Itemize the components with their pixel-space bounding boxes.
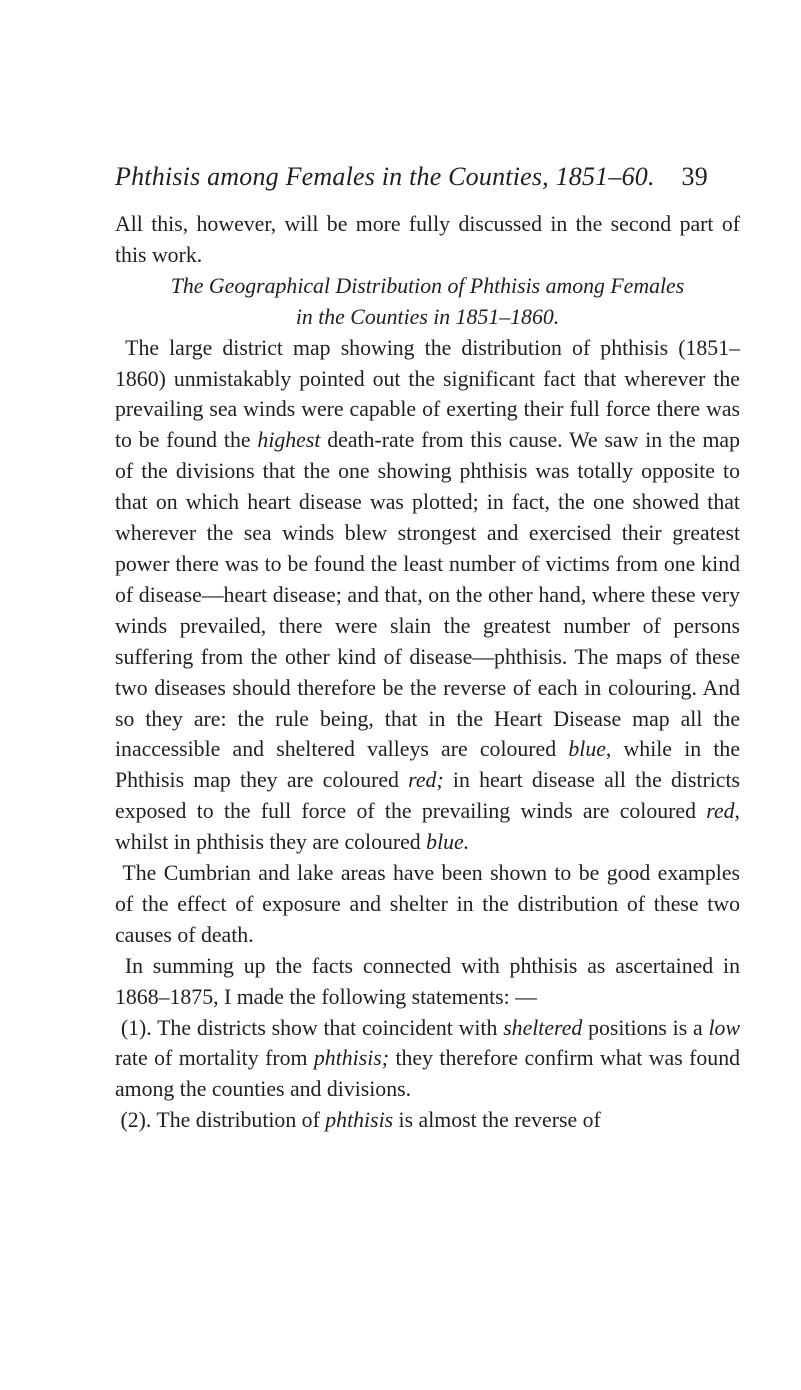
text-run: in heart disease all the districts exposed to the full force of the prevailing winds are coloured	[115, 768, 741, 824]
text-run: In summing up the facts connected with phthisis as ascertained in 1868–1875, I made the following statements: —	[115, 953, 740, 1009]
text-run: rate of mortality from	[115, 1046, 314, 1071]
text-run: they therefore confirm what was found among the counties and divisions.	[115, 1046, 740, 1102]
text-run: death-rate from this cause. We saw in the map of the divisions that the one showing phthisis was totally opposite to that on which heart disease was plotted; in fact, the one showed that wherever the sea winds blew strongest and exercised their greatest power there was to be found the least number of victims from one kind of disease—heart disease; and that, on the other hand, where these very winds prevailed, there were slain the greatest number of persons suffering from the other kind of disease—phthisis. The maps of these two diseases should therefore be the reverse of each in colouring. And so they are: the rule being, that in the Heart Disease map all the inaccessible and sheltered valleys are coloured	[115, 428, 741, 762]
emphasis-blue: blue	[568, 737, 606, 762]
emphasis-highest: highest	[257, 428, 321, 453]
emphasis-low: low	[708, 1015, 740, 1040]
paragraph-summing-up	[115, 951, 740, 1013]
running-header	[115, 155, 740, 199]
emphasis-phthisis: phthisis	[325, 1108, 394, 1133]
emphasis-phthisis: phthisis;	[313, 1046, 389, 1071]
text-run: The large district map showing the distribution of phthisis (1851–1860) unmistakably pointed out the significant fact that wherever the prevailing sea winds were capable of exerting their full force there was to be found the	[115, 335, 741, 453]
book-page	[115, 155, 740, 1136]
text-run: positions is a	[582, 1015, 709, 1040]
text-run: (2). The distribution of	[120, 1108, 326, 1133]
paragraph-statement-2	[115, 1105, 740, 1136]
text-run: , while in the Phthisis map they are coloured	[115, 737, 740, 793]
emphasis-red: red;	[408, 768, 444, 793]
text-run: The Cumbrian and lake areas have been shown to be good examples of the effect of exposure and shelter in the distribution of these two causes of death.	[115, 861, 740, 947]
section-title-line-2: in the Counties in 1851–1860.	[295, 304, 560, 329]
text-run: (1). The districts show that coincident with	[120, 1015, 504, 1040]
body-text	[115, 209, 740, 1136]
header-title: Phthisis among Females in the Counties, 1851–60.	[115, 162, 655, 191]
text-run: is almost the reverse of	[393, 1108, 601, 1133]
emphasis-red: red	[706, 799, 735, 824]
emphasis-blue: blue.	[426, 830, 470, 855]
paragraph-statement-1	[115, 1013, 740, 1106]
intro-paragraph: All this, however, will be more fully discussed in the second part of this work.	[115, 212, 740, 267]
paragraph-distribution	[115, 333, 740, 858]
emphasis-sheltered: sheltered	[503, 1015, 583, 1040]
text-run: , whilst in phthisis they are coloured	[115, 799, 740, 855]
section-title-line-1: The Geographical Distribution of Phthisis among Females	[170, 273, 685, 298]
paragraph-cumbrian	[115, 858, 740, 951]
page-number: 39	[681, 162, 708, 191]
section-title	[115, 271, 740, 333]
